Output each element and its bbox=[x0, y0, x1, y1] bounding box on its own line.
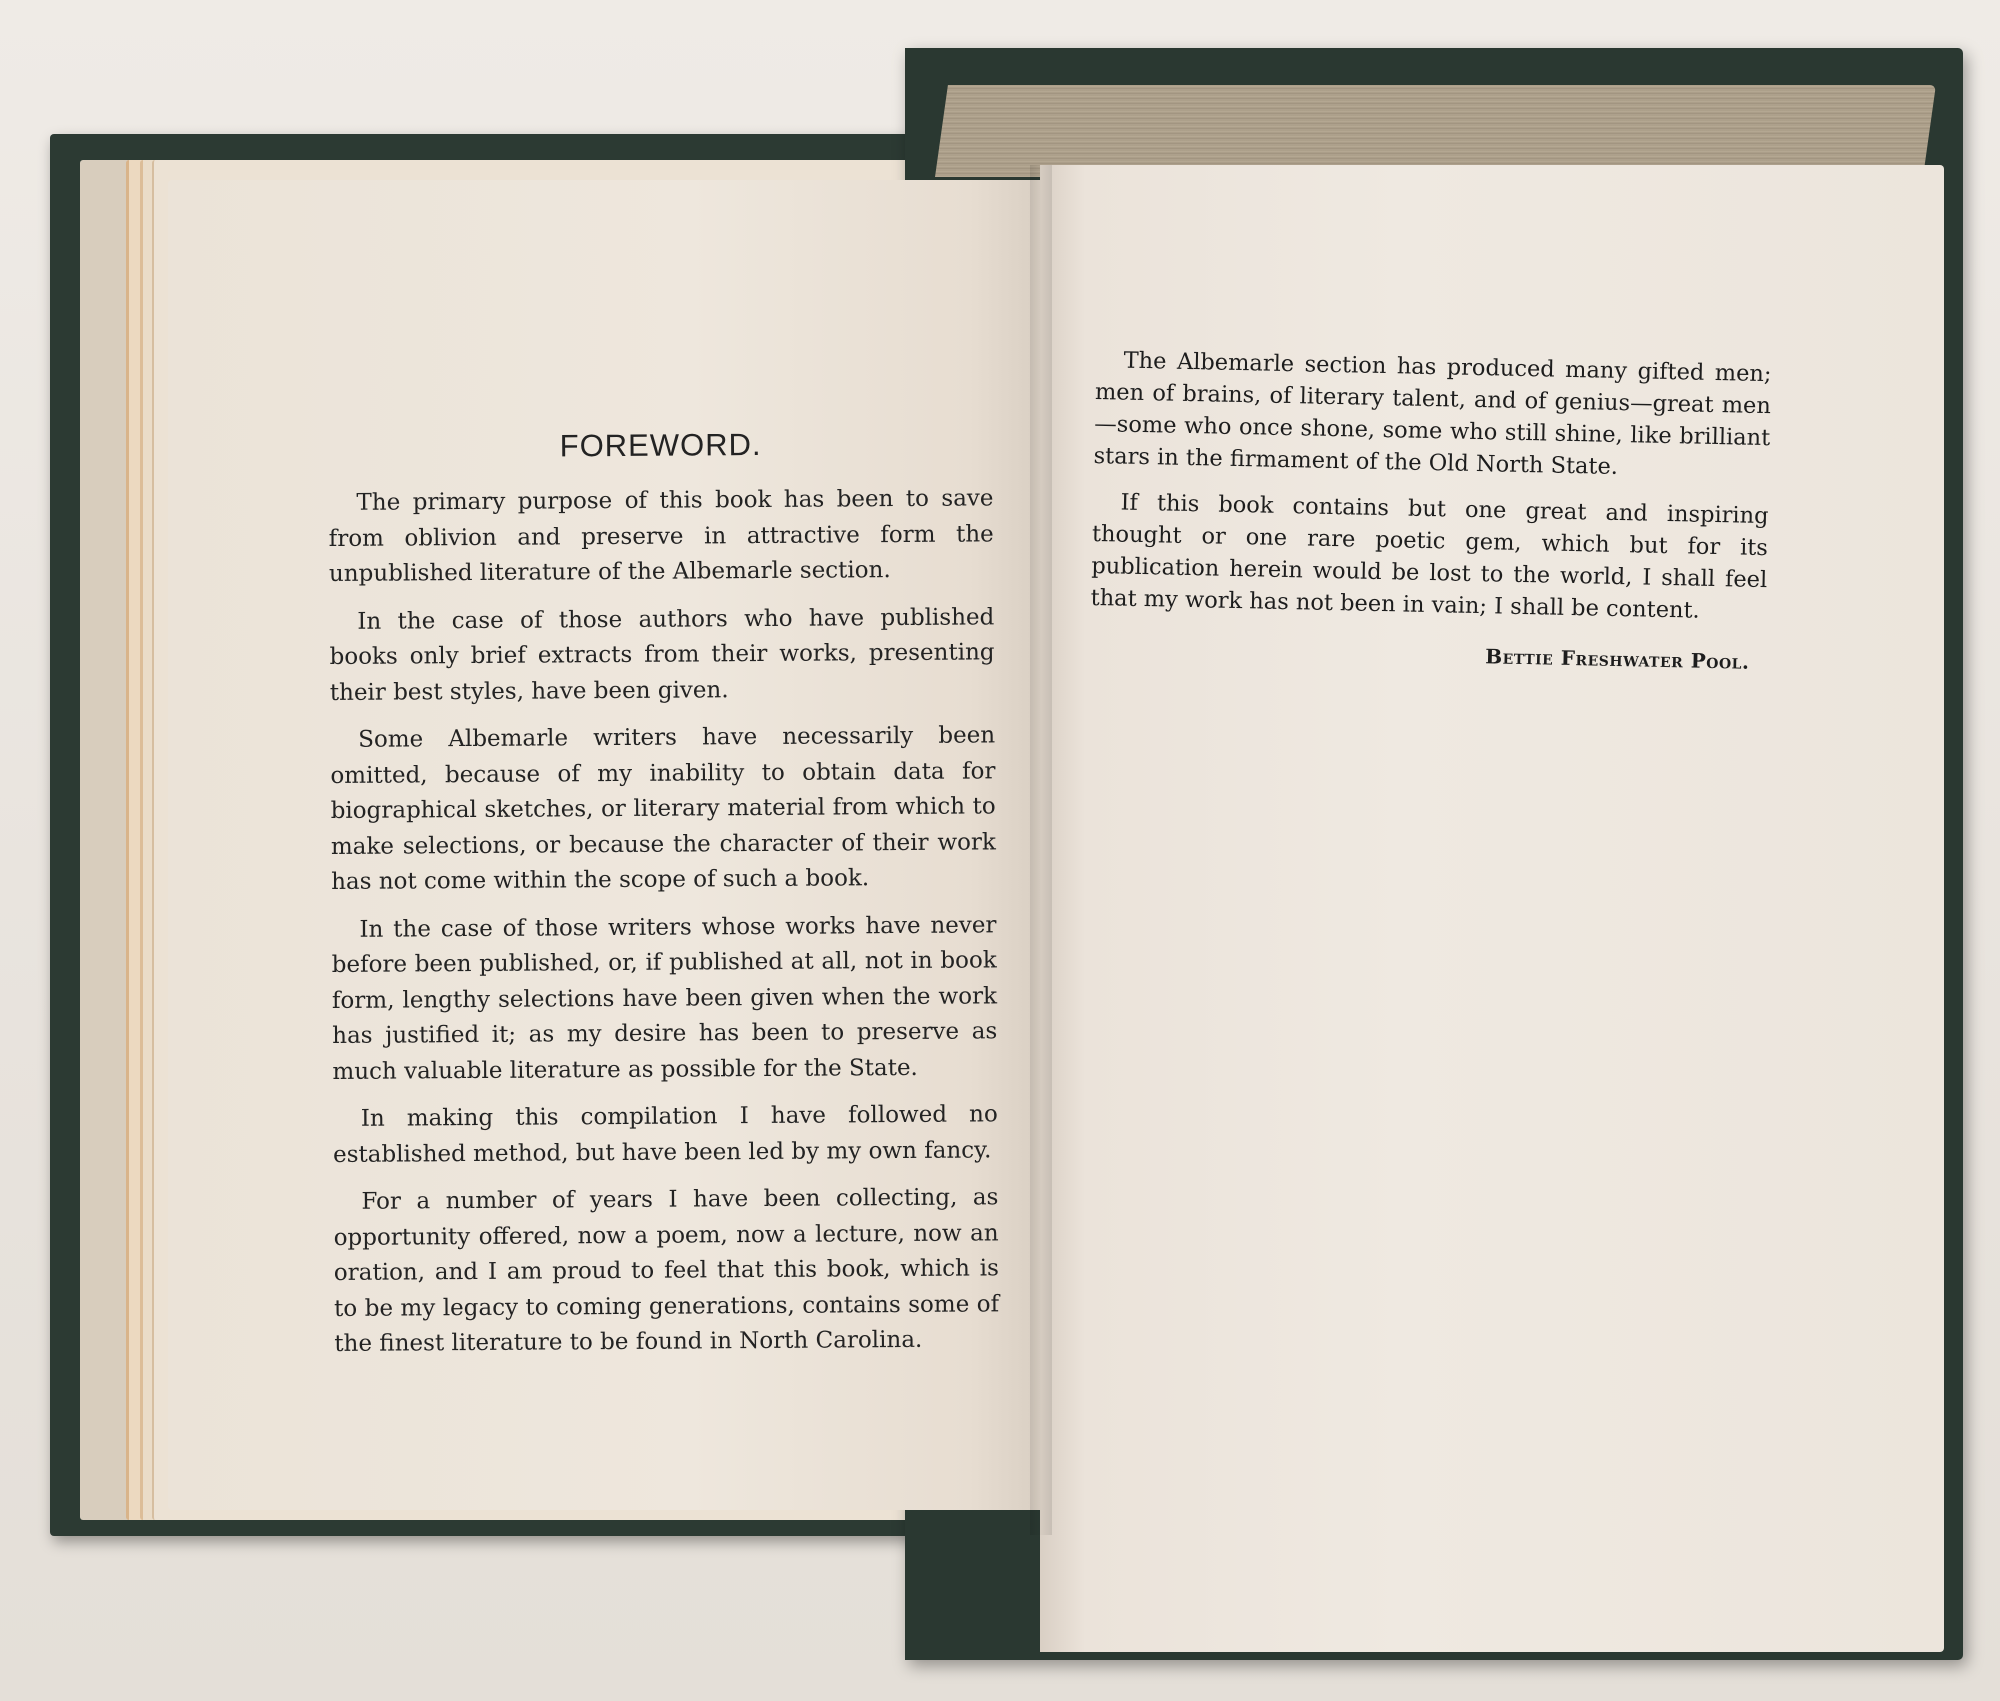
right-page-text bbox=[1089, 344, 1771, 674]
author-signature: Bettie Freshwater Pool. bbox=[1484, 644, 1750, 674]
paragraph: The Albemarle section has produced many gifted men; men of brains, of literary talent, and of genius—great men—some who once shone, some who still shine, like brilliant stars in the firmament of the Old North State. bbox=[1093, 347, 1772, 480]
paragraph: In making this compilation I have followed no established method, but have been led by my own fancy. bbox=[332, 1101, 998, 1168]
paragraph: In the case of those writers whose works have never before been published, or, if published at all, not in book form, lengthy selections have been given when the work has justified it; as my desire has been to preserve as much valuable literature as possible for the State. bbox=[331, 911, 998, 1085]
top-page-edges bbox=[935, 85, 1936, 177]
paragraph: For a number of years I have been collecting, as opportunity offered, now a poem, now a lecture, now an oration, and I am proud to feel that this book, which is to be my legacy to coming generations, contains some of the finest literature to be found in North Carolina. bbox=[333, 1184, 1000, 1357]
foreword-title: FOREWORD. bbox=[559, 426, 762, 464]
paragraph: In the case of those authors who have published books only brief extracts from their works, presenting their best styles, have been given. bbox=[329, 603, 995, 706]
paragraph: If this book contains but one great and inspiring thought or one rare poetic gem, which but for its publication herein would be lost to the world, I shall feel that my work has not been in vain; I shall be content. bbox=[1090, 489, 1769, 624]
left-page-text bbox=[328, 425, 1000, 1374]
paragraph: The primary purpose of this book has been to save from oblivion and preserve in attractive form the unpublished literature of the Albemarle section. bbox=[328, 485, 994, 587]
paragraph: Some Albemarle writers have necessarily been omitted, because of my inability to obtain data for biographical sketches, or literary material from which to make selections, or because the character of their work has not come within the scope of such a book. bbox=[330, 722, 996, 895]
book-gutter bbox=[1030, 165, 1052, 1535]
